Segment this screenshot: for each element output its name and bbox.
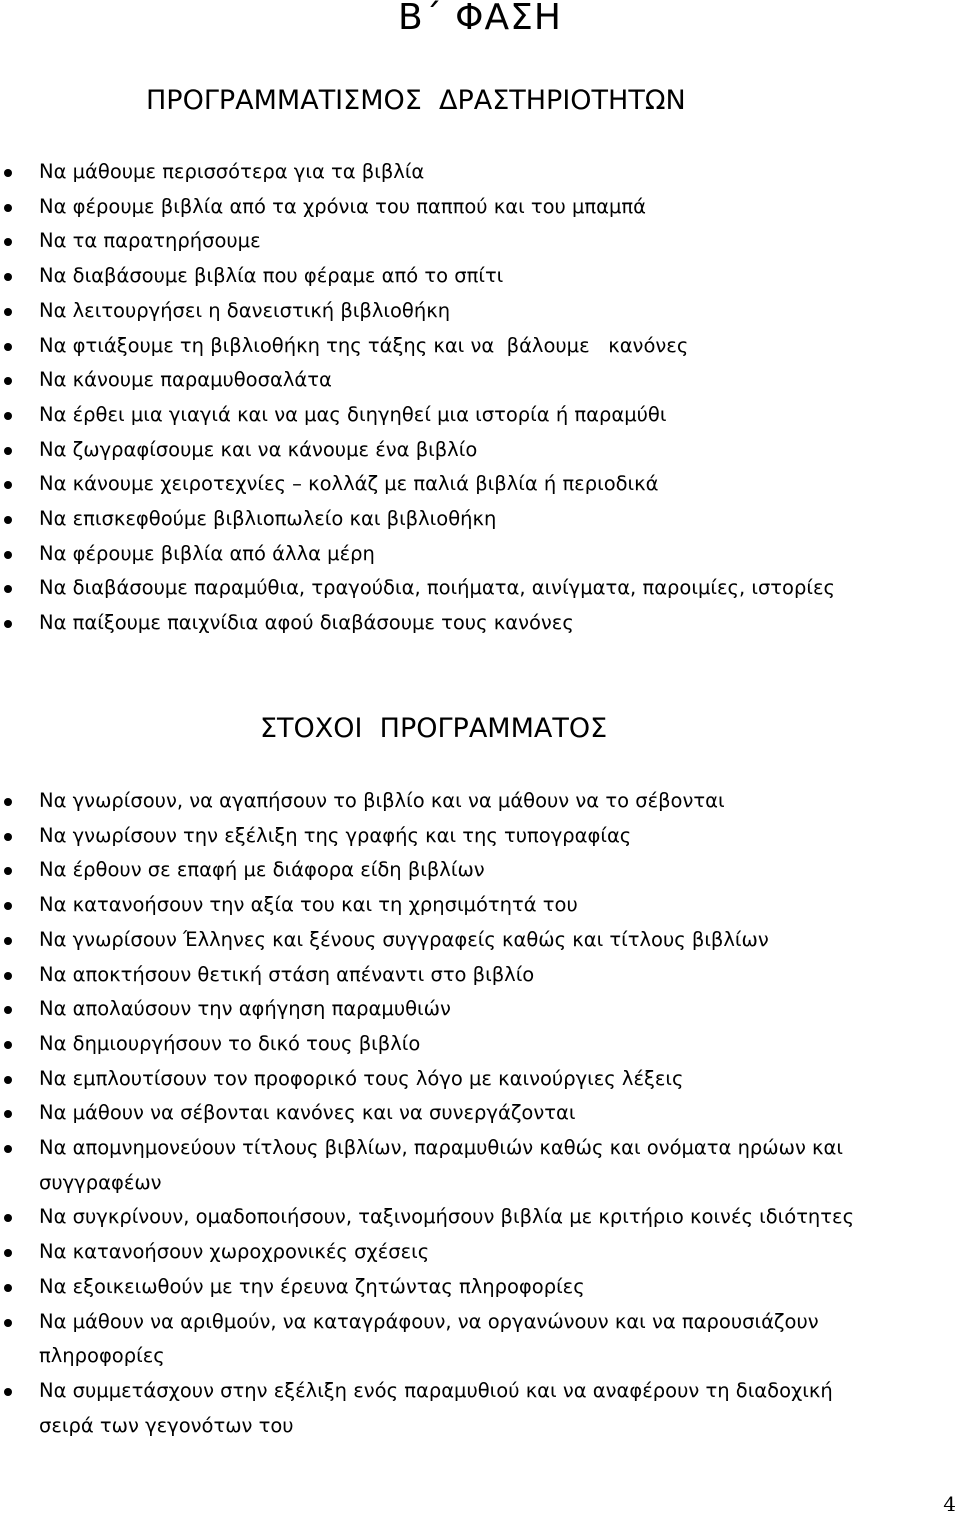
bullet-icon [4,585,12,593]
list-item [0,1374,960,1443]
list-item-text: Να κατανοήσουν χωροχρονικές σχέσεις [39,1240,430,1264]
bullet-icon [4,1076,12,1084]
list-item [0,923,960,958]
list-item-text: Να φτιάξουμε τη βιβλιοθήκη της τάξης και να βάλουμε κανόνες [39,333,689,357]
list-item-text: Να διαβάσουμε βιβλία που φέραμε από το σπίτι [39,264,504,288]
bullet-icon [4,902,12,910]
list-item [0,784,960,819]
list-item-text: Να κατανοήσουν την αξία του και τη χρησιμότητά του [39,893,578,917]
list-item [0,502,960,537]
list-item [0,190,960,225]
goals-heading: ΣΤΟΧΟΙ ΠΡΟΓΡΑΜΜΑΤΟΣ [260,713,608,744]
list-item [0,888,960,923]
bullet-icon [4,620,12,628]
bullet-icon [4,1214,12,1222]
list-item [0,1027,960,1062]
list-item-text: Να γνωρίσουν την εξέλιξη της γραφής και της τυπογραφίας [39,823,632,847]
bullet-icon [4,1041,12,1049]
list-item-text: Να τα παρατηρήσουμε [39,229,261,253]
list-item-text: Να απομνημονεύουν τίτλους βιβλίων, παραμυθιών καθώς και ονόματα ηρώων και συγγραφέων [39,1136,843,1194]
list-item [0,363,960,398]
list-item [0,853,960,888]
list-item [0,224,960,259]
bullet-icon [4,377,12,385]
list-item [0,1096,960,1131]
bullet-icon [4,1110,12,1118]
list-item [0,1062,960,1097]
list-item-text: Να μάθουν να αριθμούν, να καταγράφουν, να οργανώνουν και να παρουσιάζουν πληροφορίες [39,1309,819,1368]
list-item-text: Να συμμετάσχουν στην εξέλιξη ενός παραμυθιού και να αναφέρουν τη διαδοχική σειρά των γεγονότων του [39,1378,833,1437]
list-item-text: Να απολαύσουν την αφήγηση παραμυθιών [39,997,451,1021]
bullet-icon [4,204,12,212]
bullet-icon [4,1319,12,1327]
list-item [0,992,960,1027]
list-item-text: Να επισκεφθούμε βιβλιοπωλείο και βιβλιοθήκη [39,507,497,531]
list-item [0,259,960,294]
list-item-text: Να μάθουν να σέβονται κανόνες και να συνεργάζονται [39,1101,576,1125]
list-item [0,958,960,993]
list-item [0,1200,960,1235]
bullet-icon [4,343,12,351]
page-number: 4 [943,1492,956,1516]
list-item-text: Να συγκρίνουν, ομαδοποιήσουν, ταξινομήσουν βιβλία με κριτήριο κοινές ιδιότητες [39,1205,855,1229]
bullet-icon [4,308,12,316]
list-item-text: Να δημιουργήσουν το δικό τους βιβλίο [39,1031,421,1055]
list-item-text: Να έρθουν σε επαφή με διάφορα είδη βιβλίων [39,858,485,882]
bullet-icon [4,551,12,559]
list-item-text: Να παίξουμε παιχνίδια αφού διαβάσουμε τους κανόνες [39,611,574,635]
bullet-icon [4,1249,12,1257]
activities-list [0,155,960,641]
list-item-text: Να εξοικειωθούν με την έρευνα ζητώντας πληροφορίες [39,1274,585,1298]
list-item-text: Να ζωγραφίσουμε και να κάνουμε ένα βιβλίο [39,437,478,461]
bullet-icon [4,1388,12,1396]
bullet-icon [4,833,12,841]
list-item [0,294,960,329]
list-item-text: Να αποκτήσουν θετική στάση απέναντι στο βιβλίο [39,962,535,986]
list-item-text: Να κάνουμε παραμυθοσαλάτα [39,368,332,392]
bullet-icon [4,1284,12,1292]
list-item [0,571,960,606]
activities-heading: ΠΡΟΓΡΑΜΜΑΤΙΣΜΟΣ ΔΡΑΣΤΗΡΙΟΤΗΤΩΝ [146,85,686,116]
list-item-text: Να γνωρίσουν, να αγαπήσουν το βιβλίο και να μάθουν να το σέβονται [39,789,725,812]
list-item [0,819,960,854]
list-item [0,1131,960,1200]
bullet-icon [4,972,12,980]
list-item-text: Να λειτουργήσει η δανειστική βιβλιοθήκη [39,298,451,322]
bullet-icon [4,273,12,281]
list-item [0,606,960,641]
list-item [0,1270,960,1305]
list-item-text: Να εμπλουτίσουν τον προφορικό τους λόγο με καινούργιες λέξεις [39,1066,684,1090]
list-item [0,1235,960,1270]
list-item-text: Να φέρουμε βιβλία από άλλα μέρη [39,541,375,565]
bullet-icon [4,1145,12,1153]
list-item [0,433,960,468]
page-title: Β΄ ΦΑΣΗ [398,0,562,38]
list-item [0,155,960,190]
bullet-icon [4,1006,12,1014]
bullet-icon [4,937,12,945]
bullet-icon [4,481,12,489]
bullet-icon [4,447,12,455]
bullet-icon [4,867,12,875]
list-item [0,329,960,364]
list-item-text: Να διαβάσουμε παραμύθια, τραγούδια, ποιήματα, αινίγματα, παροιμίες, ιστορίες [39,576,835,600]
bullet-icon [4,238,12,246]
list-item-text: Να έρθει μια γιαγιά και να μας διηγηθεί μια ιστορία ή παραμύθι [39,402,667,426]
goals-list [0,784,960,1443]
list-item-text: Να μάθουμε περισσότερα για τα βιβλία [39,160,425,183]
bullet-icon [4,169,12,177]
list-item [0,467,960,502]
list-item [0,1305,960,1374]
list-item-text: Να φέρουμε βιβλία από τα χρόνια του παππού και του μπαμπά [39,194,647,218]
list-item [0,398,960,433]
list-item-text: Να γνωρίσουν Έλληνες και ξένους συγγραφείς καθώς και τίτλους βιβλίων [39,927,769,951]
bullet-icon [4,412,12,420]
bullet-icon [4,516,12,524]
bullet-icon [4,798,12,806]
list-item-text: Να κάνουμε χειροτεχνίες – κολλάζ με παλιά βιβλία ή περιοδικά [39,472,659,496]
list-item [0,537,960,572]
